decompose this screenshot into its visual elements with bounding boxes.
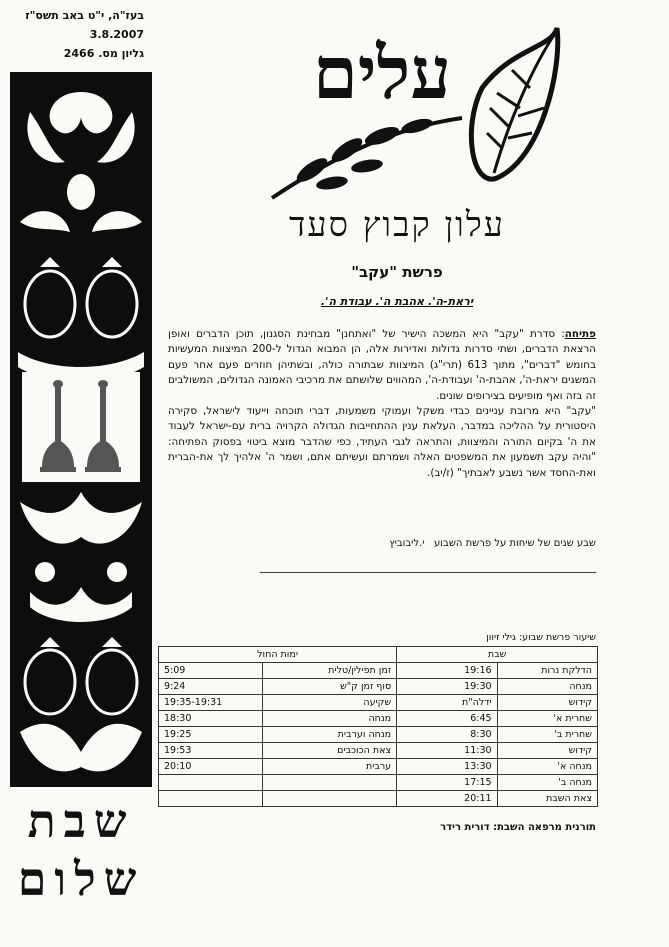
table-cell-wtime: 5:09	[159, 663, 263, 679]
intro-paragraph-1	[168, 327, 596, 404]
table-cell-wlabel: צאת הכוכבים	[263, 743, 397, 759]
shabbat-shalom-greeting	[10, 792, 152, 908]
table-cell-wlabel	[263, 775, 397, 791]
intro-paragraph-2: "עקב" היא מרובת עניינים כבדי משקל ועמוקי משמעות, דברי תוכחה וייעוד לישראל, סקירה היסטורית על ההליכה במדבר, העלאת ענין ההתחייבות הגדולה הקרויה ברית עם-ישראל לעבוד את ה' בקיום התורה והמיצוות, והתראה לגבי העתיד, כפי שהדבר מוצא ביטוי בפסוק הפתיחה: "והיה עקב תשמעון את המשפטים האלה ושמרתם ועשיתם אתם, ושמר ה' אלהיך לך את-הברית ואת-החסד אשר נשבע לאבתיך" (ז/יב).	[168, 405, 596, 479]
table-cell-wlabel: סוף זמן ק"ש	[263, 679, 397, 695]
table-row	[159, 759, 598, 775]
table-cell-wtime: 18:30	[159, 711, 263, 727]
table-row	[159, 663, 598, 679]
newsletter-subtitle: עלון קבוץ סעד	[288, 205, 506, 245]
weekly-lesson-note: שיעור פרשת שבוע: גילי זיוון	[486, 632, 596, 643]
table-cell-wlabel: זמן תפילין/טלית	[263, 663, 397, 679]
issue-date-block	[14, 6, 144, 63]
table-cell-wtime	[159, 775, 263, 791]
shalom-word: שלום	[17, 852, 145, 906]
intro-lead: פתיחה	[564, 328, 596, 340]
table-cell-label: מנחה א'	[497, 759, 597, 775]
intro-article	[168, 327, 596, 481]
issue-number: גליון מס. 2466	[63, 47, 144, 60]
newsletter-logo	[232, 8, 562, 208]
shabbat-column-header: שבת	[397, 647, 598, 663]
seventy-author: י.ליבוביץ	[389, 538, 425, 549]
table-cell-wlabel: שקיעה	[263, 695, 397, 711]
section-divider	[260, 572, 596, 573]
table-row	[159, 679, 598, 695]
table-row	[159, 727, 598, 743]
table-cell-time: 8:30	[397, 727, 497, 743]
intro-text-1: : סדרת "עקב" היא המשכה הישיר של "ואתחנן" מבחינת הסגנון, תוכן הדברים ואופן הרצאת הדברים, ושתי סדרות גדולות ואדירות אלה, הן המבוא הגדול ל-200 המיצוות המעשיות בחומש "דברים", מתוך 613 (תרי"ג) המיצוות שבתורה כולה, ובשתיהן חוזרים פעם אחר פעם המשגים יראת-ה', אהבת-ה' ועבודת-ה', המהווים שלושתם את מרכיבי האמונה הגדולים, המשולבים זה בזה ואף מופיעים בצירופים שונים.	[168, 328, 596, 402]
table-row	[159, 711, 598, 727]
table-cell-time: 13:30	[397, 759, 497, 775]
parasha-title: פרשת "עקב"	[351, 263, 443, 281]
table-cell-label: קידוש	[497, 695, 597, 711]
table-cell-wlabel: מנחה	[263, 711, 397, 727]
table-row	[159, 791, 598, 807]
hebrew-date: בעז"ה, י"ט באב תשס"ז	[25, 9, 144, 22]
table-cell-time: 6:45	[397, 711, 497, 727]
table-cell-time: 20:11	[397, 791, 497, 807]
prayer-times-table	[158, 646, 598, 807]
papercut-ornament-graphic	[10, 72, 152, 787]
table-cell-wtime: 19:35-19:31	[159, 695, 263, 711]
table-header-row	[159, 647, 598, 663]
table-cell-wtime: 19:25	[159, 727, 263, 743]
table-cell-label: שחרית א'	[497, 711, 597, 727]
table-cell-time: 19:16	[397, 663, 497, 679]
table-cell-time: ידלה"ת	[397, 695, 497, 711]
seventy-title: שבע שנים של שיחות על פרשת השבוע	[434, 538, 596, 549]
table-cell-wtime: 19:53	[159, 743, 263, 759]
table-cell-wtime	[159, 791, 263, 807]
table-cell-wlabel: ערבית	[263, 759, 397, 775]
table-cell-wtime: 20:10	[159, 759, 263, 775]
table-cell-label: קידוש	[497, 743, 597, 759]
table-cell-label: מנחה	[497, 679, 597, 695]
table-cell-wlabel	[263, 791, 397, 807]
parasha-values: יראת-ה'. אהבת ה'. עבודת ה'.	[320, 295, 474, 308]
table-cell-label: מנחה ב'	[497, 775, 597, 791]
duty-nurse-credit: תורנית מרפאה השבת: דורית רידר	[440, 822, 596, 833]
civil-date: 3.8.2007	[89, 28, 144, 41]
table-cell-time: 11:30	[397, 743, 497, 759]
table-cell-wlabel: מנחה וערבית	[263, 727, 397, 743]
table-cell-time: 19:30	[397, 679, 497, 695]
table-row	[159, 775, 598, 791]
decorative-side-band	[10, 72, 152, 787]
weekday-column-header: ימות החול	[159, 647, 397, 663]
table-cell-label: שחרית ב'	[497, 727, 597, 743]
seventy-years-line	[168, 538, 596, 549]
table-cell-label: הדלקת נרות	[497, 663, 597, 679]
table-row	[159, 743, 598, 759]
table-cell-wtime: 9:24	[159, 679, 263, 695]
table-cell-label: צאת השבת	[497, 791, 597, 807]
table-row	[159, 695, 598, 711]
shabbat-word: שבת	[27, 794, 135, 848]
table-cell-time: 17:15	[397, 775, 497, 791]
logo-wordmark: עלים	[312, 30, 452, 115]
